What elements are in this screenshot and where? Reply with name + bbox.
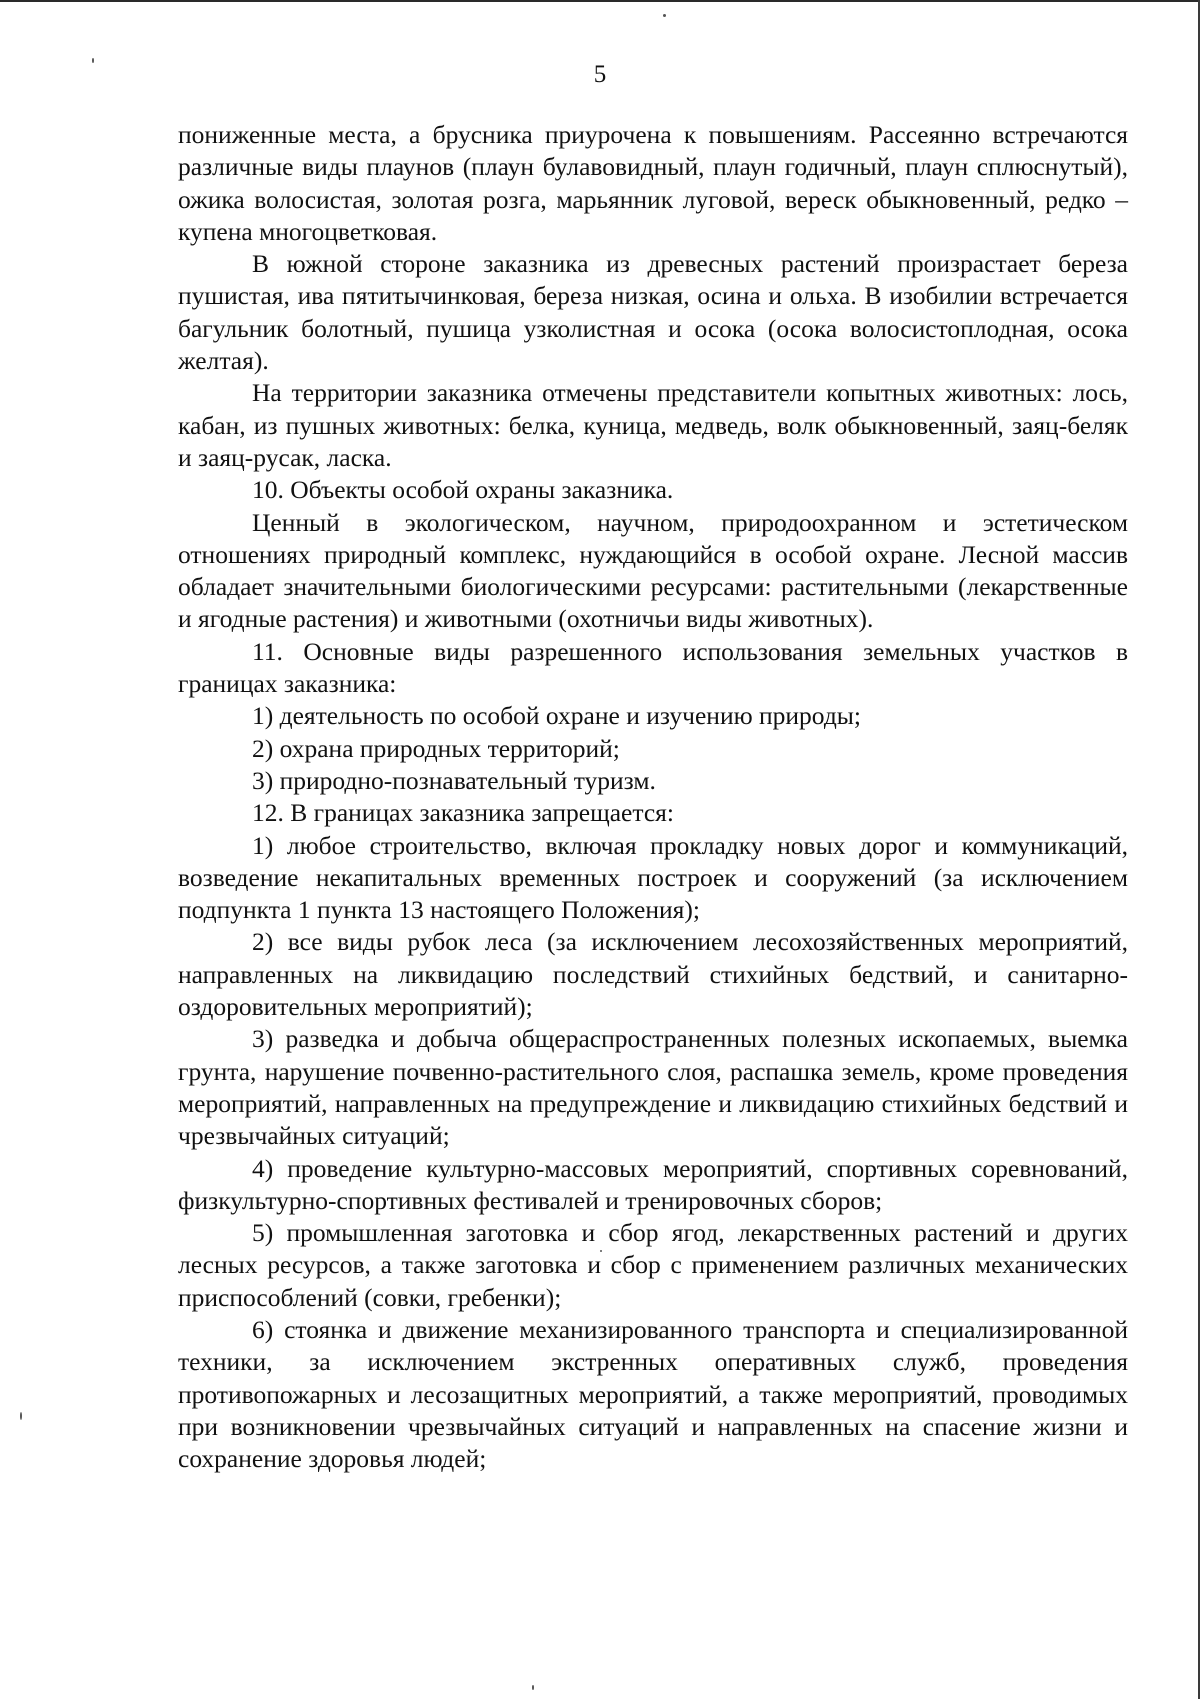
- list-item: 6) стоянка и движение механизированного транспорта и специализированной техники, за исключением экстренных оперативных служб, проведения противопожарных и лесозащитных мероприятий, а также мероприятий, проводимых при возникновении чрезвычайных ситуаций и направленных на спасение жизни и сохранение здоровья людей;: [178, 1314, 1128, 1474]
- list-item: 2) все виды рубок леса (за исключением лесохозяйственных мероприятий, направленных на ликвидацию последствий стихийных бедствий, и санитарно-оздоровительных мероприятий);: [178, 927, 1128, 1022]
- paragraph: В южной стороне заказника из древесных растений произрастает береза пушистая, ива пятитычинковая, береза низкая, осина и ольха. В изобилии встречается багульник болотный, пушица узколистная и осока (осока волосистоплодная, осока желтая).: [178, 249, 1128, 376]
- scan-speck: [532, 1685, 534, 1690]
- scan-speck: [20, 1412, 22, 1420]
- document-body: [178, 119, 1128, 1475]
- list-item: 2) охрана природных территорий;: [252, 733, 620, 763]
- section-heading: 10. Объекты особой охраны заказника.: [252, 475, 674, 505]
- list-item: 1) любое строительство, включая прокладку новых дорог и коммуникаций, возведение некапитальных временных построек и сооружений (за исключением подпункта 1 пункта 13 настоящего Положения);: [178, 830, 1128, 925]
- list-item: 4) проведение культурно-массовых мероприятий, спортивных соревнований, физкультурно-спортивных фестивалей и тренировочных сборов;: [178, 1153, 1128, 1215]
- paragraph: Ценный в экологическом, научном, природоохранном и эстетическом отношениях природный комплекс, нуждающийся в особой охране. Лесной массив обладает значительными биологическими ресурсами: растительными (лекарственные и ягодные растения) и животными (охотничьи виды животных).: [178, 507, 1128, 634]
- page-number: 5: [593, 61, 607, 88]
- scan-speck: [663, 14, 666, 17]
- paragraph: На территории заказника отмечены представители копытных животных: лось, кабан, из пушных животных: белка, куница, медведь, волк обыкновенный, заяц-беляк и заяц-русак, ласка.: [178, 378, 1128, 472]
- list-item: 1) деятельность по особой охране и изучению природы;: [252, 701, 862, 731]
- list-item: 3) разведка и добыча общераспространенных полезных ископаемых, выемка грунта, нарушение почвенно-растительного слоя, распашка земель, кроме проведения мероприятий, направленных на предупреждение и ликвидацию стихийных бедствий и чрезвычайных ситуаций;: [178, 1024, 1128, 1151]
- scan-edge-top: [0, 0, 1200, 2]
- paragraph: пониженные места, а брусника приурочена к повышениям. Рассеянно встречаются различные виды плаунов (плаун булавовидный, плаун годичный, плаун сплюснутый), ожика волосистая, золотая розга, марьянник луговой, вереск обыкновенный, редко – купена многоцветковая.: [178, 120, 1128, 246]
- list-item: 3) природно-познавательный туризм.: [252, 765, 656, 795]
- section-heading: 11. Основные виды разрешенного использования земельных участков в границах заказника:: [178, 636, 1128, 699]
- section-heading: 12. В границах заказника запрещается:: [252, 798, 674, 828]
- list-item: 5) промышленная заготовка и сбор ягод, лекарственных растений и других лесных ресурсов, а также заготовка и сбор с применением различных механических приспособлений (совки, гребенки);: [178, 1218, 1128, 1312]
